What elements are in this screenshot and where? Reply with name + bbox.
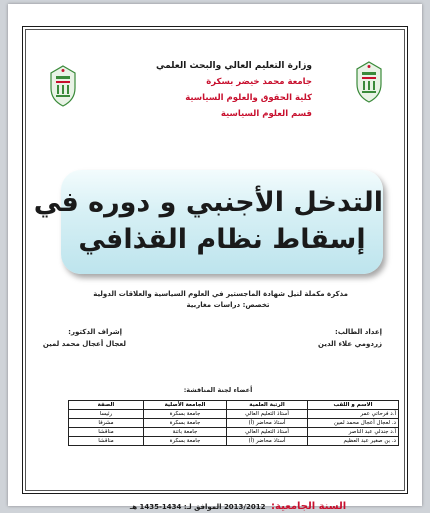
table-row [69, 419, 399, 428]
institution-header [132, 58, 312, 122]
supervisor-label: إشراف الدكتور: [68, 328, 122, 336]
ministry-name: وزارة التعليم العالي والبحث العلمي [155, 61, 312, 71]
member-university: جامعة بسكرة [144, 410, 227, 419]
column-header-rank: الرتبة العلمية [227, 401, 308, 410]
student-name: زردومي علاء الدين [318, 340, 382, 348]
document-page [8, 4, 422, 512]
member-role: رئيسا [69, 410, 144, 419]
member-role: مناقشا [69, 437, 144, 446]
column-header-university: الجامعة الأصلية [144, 401, 227, 410]
committee-title: أعضاء لجنة المناقشة: [183, 386, 253, 394]
member-name: أ.د جندلي عبد الناصر [308, 428, 399, 437]
column-header-name: الاسم و اللقب [308, 401, 399, 410]
academic-year-value: 2013/2012 الموافق لـ: 1434-1435 هـ [129, 503, 266, 511]
member-name: أ.د فرحاتي عمر [308, 410, 399, 419]
member-rank: أستاذ التعليم العالي [227, 410, 308, 419]
member-university: جامعة بسكرة [144, 437, 227, 446]
student-label: إعداد الطالب: [335, 328, 382, 336]
committee-header-row [69, 401, 399, 410]
department-name: قسم العلوم السياسية [220, 109, 312, 119]
member-rank: أستاذ التعليم العالي [227, 428, 308, 437]
university-name: جامعة محمد خيضر بسكرة [206, 77, 312, 87]
faculty-name: كلية الحقوق والعلوم السياسية [185, 93, 312, 103]
thesis-title-line-2: إسقاط نظام القذافي [78, 224, 366, 255]
supervisor-name: لعجال أعجال محمد لمين [42, 340, 126, 348]
member-name: د. لعجال أعجال محمد لمين [308, 419, 399, 428]
member-name: د. بن صغير عبد العظيم [308, 437, 399, 446]
table-row [69, 428, 399, 437]
table-row [69, 410, 399, 419]
column-header-role: الصفة [69, 401, 144, 410]
memo-degree: مذكرة مكملة لنيل شهادة الماجستير في العلوم السياسية والعلاقات الدولية [93, 290, 348, 298]
member-rank: أستاذ محاضر (أ) [227, 437, 308, 446]
committee-table [68, 400, 399, 446]
university-emblem-left-icon [48, 64, 78, 108]
memo-specialization: تخصص: دراسات مغاربية [186, 301, 270, 309]
member-role: مناقشا [69, 428, 144, 437]
thesis-title-line-1: التدخل الأجنبي و دوره في [33, 187, 383, 218]
thesis-title-box [33, 170, 383, 274]
university-emblem-right-icon [354, 60, 384, 104]
member-role: مشرفا [69, 419, 144, 428]
member-rank: أستاذ محاضر (أ) [227, 419, 308, 428]
academic-year-label: السنة الجامعية: [271, 501, 347, 512]
member-university: جامعة باتنة [144, 428, 227, 437]
academic-year [98, 494, 378, 513]
member-university: جامعة بسكرة [144, 419, 227, 428]
table-row [69, 437, 399, 446]
